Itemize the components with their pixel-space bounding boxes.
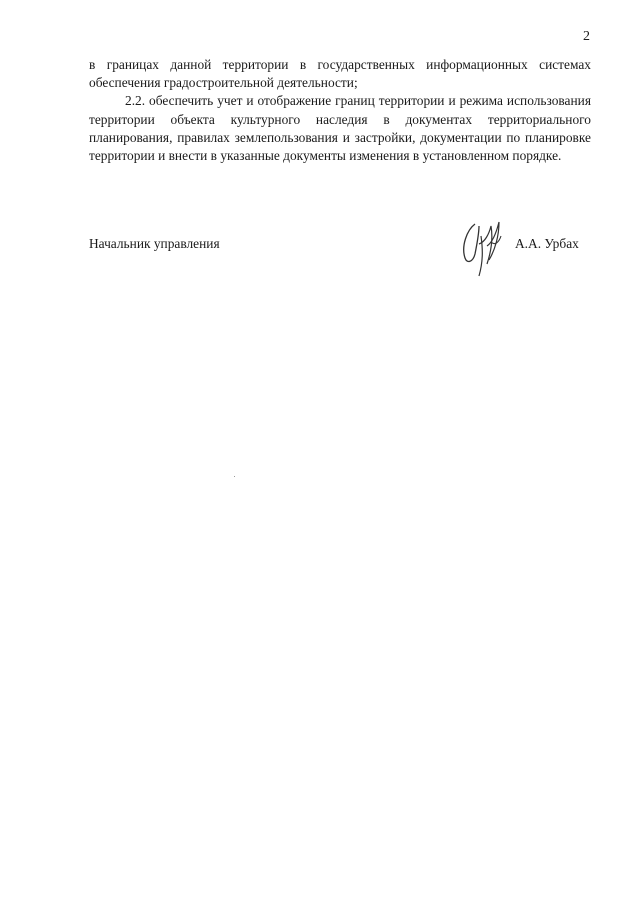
- signature-block: [89, 230, 591, 290]
- signer-name: А.А. Урбах: [515, 236, 579, 251]
- paragraph-item-2-2: 2.2. обеспечить учет и отображение границ территории и режима использования территории объекта культурного наследия в документах территориального планирования, правилах землепользования и застройки, документации по планировке территории и внести в указанные документы изменения в установленном порядке.: [89, 93, 591, 164]
- position-title: Начальник управления: [89, 236, 220, 251]
- paragraph-continuation: в границах данной территории в государственных информационных системах обеспечения градостроительной деятельности;: [89, 57, 591, 91]
- scan-speck: [234, 476, 235, 477]
- handwritten-signature: [457, 216, 517, 286]
- page-number: 2: [583, 29, 590, 44]
- body-text: [89, 56, 591, 165]
